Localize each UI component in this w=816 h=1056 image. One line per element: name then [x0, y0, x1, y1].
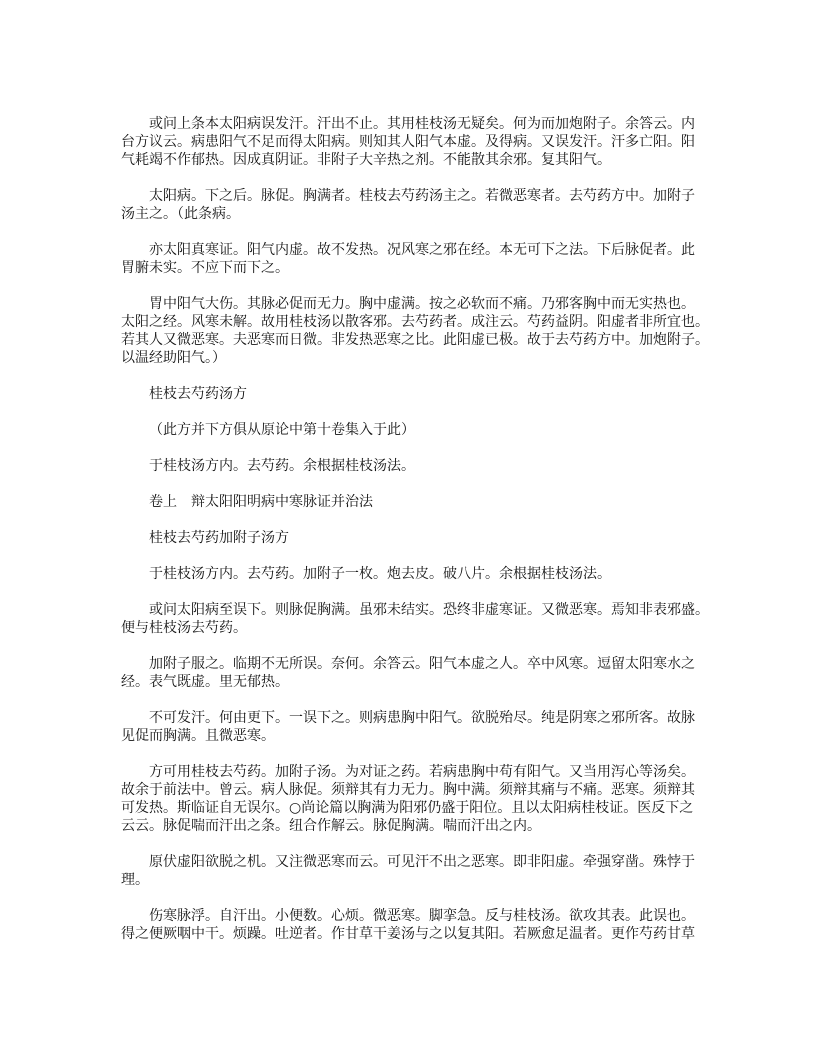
paragraph [121, 709, 701, 745]
text-line: 加附子服之。临期不无所误。奈何。余答云。阳气本虚之人。卒中风寒。逗留太阳寒水之 [149, 656, 695, 672]
text-line: 故余于前法中。曾云。病人脉促。须辩其有力无力。胸中满。须辩其痛与不痛。恶寒。须辩其 [121, 782, 695, 798]
text-line: （此方并下方俱从原论中第十卷集入于此） [149, 422, 415, 438]
paragraph [121, 853, 701, 889]
paragraph [121, 295, 709, 367]
paragraph [121, 241, 701, 277]
text-line: 卷上 辩太阳阳明病中寒脉证并治法 [149, 494, 373, 510]
text-line: 亦太阳真寒证。阳气内虚。故不发热。况风寒之邪在经。本无可下之法。下后脉促者。此 [149, 242, 695, 258]
paragraph [121, 907, 701, 943]
paragraph [121, 115, 701, 169]
text-line: 桂枝去芍药加附子汤方 [149, 530, 289, 546]
text-line: 于桂枝汤方内。去芍药。余根据桂枝汤法。 [149, 458, 415, 474]
text-line: 于桂枝汤方内。去芍药。加附子一枚。炮去皮。破八片。余根据桂枝汤法。 [149, 566, 611, 582]
text-line: 桂枝去芍药汤方 [149, 386, 247, 402]
text-line: 或问太阳病至误下。则脉促胸满。虽邪未结实。恐终非虚寒证。又微恶寒。焉知非表邪盛。 [149, 602, 709, 618]
paragraph [121, 529, 701, 547]
text-line: 胃腑未实。不应下而下之。 [121, 260, 289, 276]
paragraph [121, 763, 701, 835]
text-line: 原伏虚阳欲脱之机。又注微恶寒而云。可见汗不出之恶寒。即非阳虚。牵强穿凿。殊悖于 [149, 854, 695, 870]
text-line: 见促而胸满。且微恶寒。 [121, 728, 275, 744]
text-line: 理。 [121, 872, 149, 888]
text-line: 胃中阳气大伤。其脉必促而无力。胸中虚满。按之必软而不痛。乃邪客胸中而无实热也。 [149, 296, 695, 312]
paragraph [121, 457, 701, 475]
paragraph [121, 493, 701, 511]
text-line: 不可发汗。何由更下。一误下之。则病患胸中阳气。欲脱殆尽。纯是阴寒之邪所客。故脉 [149, 710, 695, 726]
text-line: 伤寒脉浮。自汗出。小便数。心烦。微恶寒。脚挛急。反与桂枝汤。欲攻其表。此误也。 [149, 908, 695, 924]
text-line: 以温经助阳气。） [121, 350, 226, 366]
text-line: 太阳病。下之后。脉促。胸满者。桂枝去芍药汤主之。若微恶寒者。去芍药方中。加附子 [149, 188, 695, 204]
paragraph [121, 565, 701, 583]
paragraph [121, 655, 701, 691]
text-line: 云云。脉促喘而汗出之条。纽合作解云。脉促胸满。喘而汗出之内。 [121, 818, 541, 834]
text-line: 可发热。斯临证自无误尔。○尚论篇以胸满为阳邪仍盛于阳位。且以太阳病桂枝证。医反下之 [121, 800, 694, 816]
paragraph [121, 187, 701, 223]
text-line: 得之便厥咽中干。烦躁。吐逆者。作甘草干姜汤与之以复其阳。若厥愈足温者。更作芍药甘草 [121, 926, 695, 942]
text-line: 便与桂枝汤去芍药。 [121, 620, 247, 636]
text-line: 若其人又微恶寒。夫恶寒而日微。非发热恶寒之比。此阳虚已极。故于去芍药方中。加炮附子。 [121, 332, 709, 348]
text-line: 台方议云。病患阳气不足而得太阳病。则知其人阳气本虚。及得病。又误发汗。汗多亡阳。阳 [121, 134, 695, 150]
paragraph [121, 601, 709, 637]
document-page [121, 115, 709, 961]
text-line: 太阳之经。风寒未解。故用桂枝汤以散客邪。去芍药者。成注云。芍药益阴。阳虚者非所宜也。 [121, 314, 709, 330]
paragraph [121, 385, 701, 403]
text-line: 汤主之。（此条病。 [121, 206, 240, 222]
paragraph [121, 421, 701, 439]
text-line: 经。表气既虚。里无郁热。 [121, 674, 289, 690]
text-line: 气耗竭不作郁热。因成真阴证。非附子大辛热之剂。不能散其余邪。复其阳气。 [121, 152, 611, 168]
text-line: 或问上条本太阳病误发汗。汗出不止。其用桂枝汤无疑矣。何为而加炮附子。余答云。内 [149, 116, 695, 132]
text-line: 方可用桂枝去芍药。加附子汤。为对证之药。若病患胸中苟有阳气。又当用泻心等汤矣。 [149, 764, 695, 780]
